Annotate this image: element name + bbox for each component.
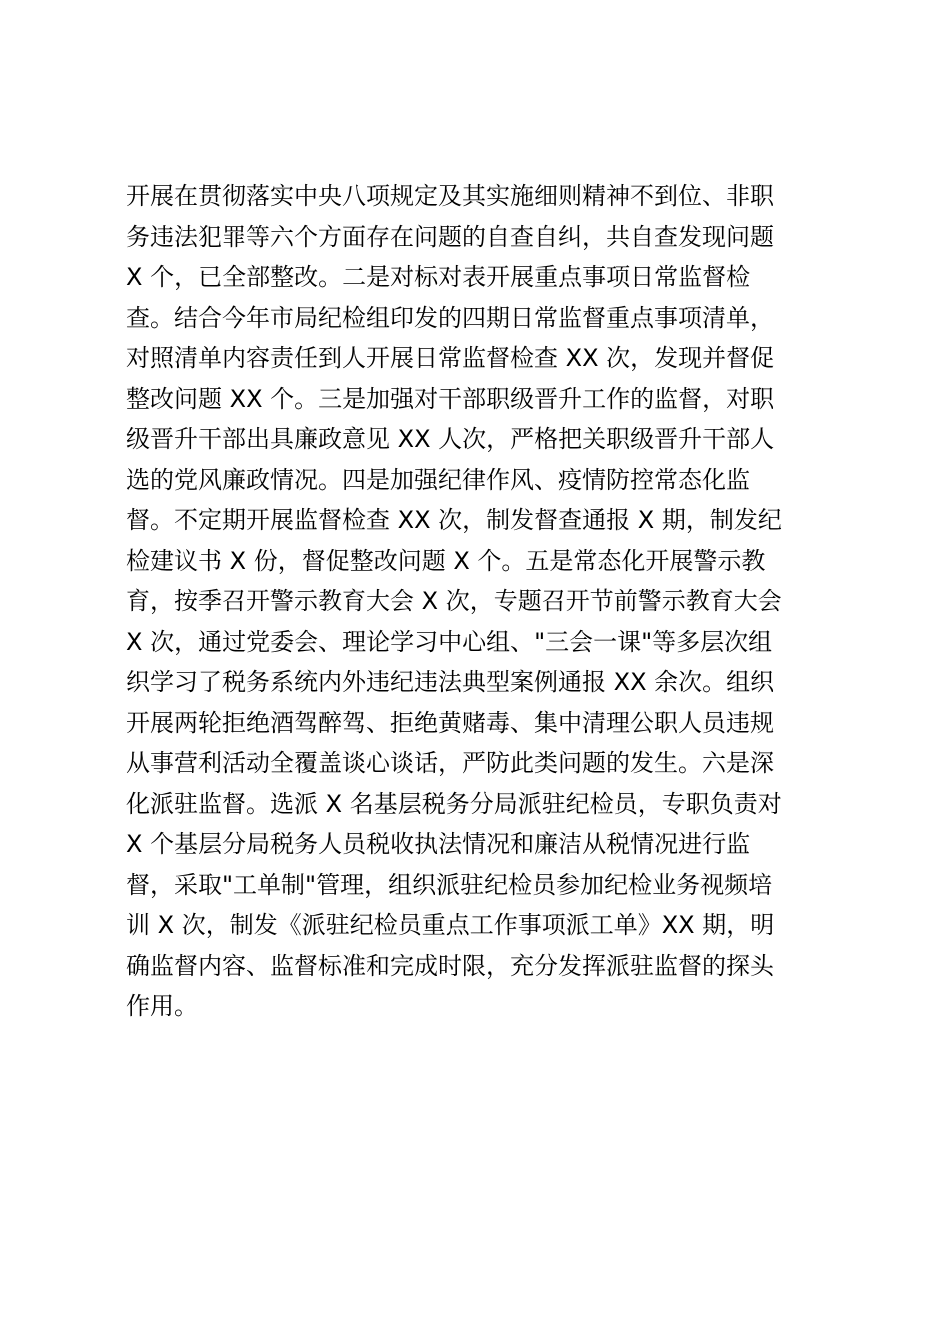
- paragraph-line: 确监督内容、监督标准和完成时限，充分发挥派驻监督的探头: [126, 951, 774, 980]
- paragraph-line: X 个基层分局税务人员税收执法情况和廉洁从税情况进行监: [126, 830, 751, 858]
- paragraph-line: 开展在贯彻落实中央八项规定及其实施细则精神不到位、非职: [126, 182, 774, 210]
- paragraph-line: 级晋升干部出具廉政意见 XX 人次，严格把关职级晋升干部人: [126, 425, 775, 453]
- paragraph-line: 织学习了税务系统内外违纪违法典型案例通报 XX 余次。组织: [126, 668, 775, 696]
- paragraph-line: 选的党风廉政情况。四是加强纪律作风、疫情防控常态化监: [126, 465, 750, 494]
- paragraph-line: 查。结合今年市局纪检组印发的四期日常监督重点事项清单，: [126, 303, 774, 332]
- paragraph-line: 化派驻监督。选派 X 名基层税务分局派驻纪检员，专职负责对: [126, 789, 782, 818]
- paragraph-line: X 次，通过党委会、理论学习中心组、"三会一课"等多层次组: [126, 627, 773, 656]
- paragraph-line: 开展两轮拒绝酒驾醉驾、拒绝黄赌毒、集中清理公职人员违规: [126, 708, 774, 737]
- paragraph-line: 督。不定期开展监督检查 XX 次，制发督查通报 X 期，制发纪: [126, 506, 782, 534]
- paragraph-line: 育，按季召开警示教育大会 X 次，专题召开节前警示教育大会: [126, 587, 782, 615]
- paragraph-line: 对照清单内容责任到人开展日常监督检查 XX 次，发现并督促: [126, 344, 775, 372]
- paragraph-line: 从事营利活动全覆盖谈心谈话，严防此类问题的发生。六是深: [126, 749, 774, 777]
- paragraph-line: 整改问题 XX 个。三是加强对干部职级晋升工作的监督，对职: [126, 384, 775, 413]
- paragraph-line: 作用。: [126, 992, 198, 1020]
- paragraph-line: 务违法犯罪等六个方面存在问题的自查自纠，共自查发现问题: [126, 222, 774, 251]
- paragraph-line: X 个，已全部整改。二是对标对表开展重点事项日常监督检: [126, 263, 751, 291]
- paragraph-line: 督，采取"工单制"管理，组织派驻纪检员参加纪检业务视频培: [126, 870, 773, 899]
- paragraph-line: 训 X 次，制发《派驻纪检员重点工作事项派工单》XX 期，明: [126, 911, 775, 939]
- body-paragraph: [126, 176, 826, 1027]
- paragraph-line: 检建议书 X 份，督促整改问题 X 个。五是常态化开展警示教: [126, 546, 766, 575]
